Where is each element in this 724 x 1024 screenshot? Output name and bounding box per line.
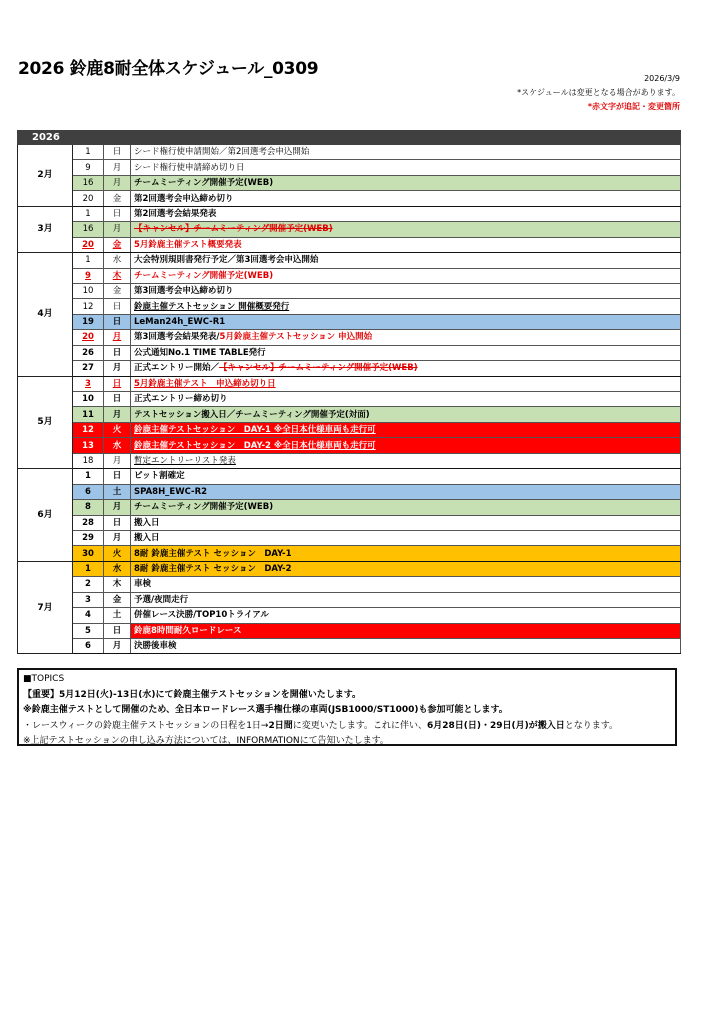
event-cell: 正式エントリー締め切り [131,392,681,407]
weekday-cell: 月 [104,160,131,175]
weekday-cell: 火 [104,546,131,561]
table-row [18,561,681,576]
day-cell: 20 [73,237,104,252]
red-text-legend: *赤文字が追記・変更箇所 [587,102,680,111]
event-link[interactable]: 鈴鹿主催テストセッション DAY-1 ※全日本仕様車両も走行可 [131,422,681,437]
day-cell: 28 [73,515,104,530]
day-cell: 20 [73,330,104,345]
topics-line-eligibility: ※鈴鹿主催テストとして開催のため、全日本ロードレース選手権仕様の車両(JSB1000/ST1000)も参加可能とします。 [23,705,508,715]
table-row [18,175,681,190]
weekday-cell: 日 [104,515,131,530]
table-row [18,160,681,175]
day-cell: 1 [73,469,104,484]
table-row [18,484,681,499]
event-cell: 車検 [131,577,681,592]
day-cell: 26 [73,345,104,360]
day-cell: 29 [73,530,104,545]
event-cell: 大会特別規則書発行予定／第3回選考会申込開始 [131,253,681,268]
topics-line-important: 【重要】5月12日(火)-13日(水)にて鈴鹿主催テストセッションを開催いたします。 [23,689,361,700]
weekday-cell: 土 [104,608,131,623]
event-cell: SPA8H_EWC-R2 [131,484,681,499]
month-label: 6月 [18,469,73,562]
event-cell: 搬入日 [131,530,681,545]
day-cell: 8 [73,500,104,515]
table-row [18,361,681,376]
weekday-cell: 日 [104,299,131,314]
table-row [18,623,681,638]
day-cell: 19 [73,314,104,329]
weekday-cell: 日 [104,392,131,407]
text-bold: 2日間 [268,720,293,731]
day-cell: 6 [73,484,104,499]
table-row [18,345,681,360]
day-cell: 27 [73,361,104,376]
weekday-cell: 月 [104,453,131,468]
day-cell: 5 [73,623,104,638]
weekday-cell: 金 [104,237,131,252]
table-row [18,376,681,391]
weekday-cell: 月 [104,500,131,515]
day-cell: 3 [73,376,104,391]
weekday-cell: 金 [104,191,131,206]
table-row [18,453,681,468]
topics-box [17,668,677,746]
table-row [18,314,681,329]
table-row [18,546,681,561]
text-bold: 6月28日(日)・29日(月)が搬入日 [427,720,565,731]
event-cell [131,330,681,345]
text: ・レースウィークの鈴鹿主催テストセッションの日程を1日→ [23,720,269,731]
event-cell: 第2回選考会申込締め切り [131,191,681,206]
weekday-cell: 月 [104,361,131,376]
weekday-cell: 月 [104,530,131,545]
table-row [18,407,681,422]
cancelled-event-text: 【キャンセル】チームミーティング開催予定(WEB) [134,224,333,235]
weekday-cell: 日 [104,376,131,391]
table-row [18,222,681,237]
month-label: 4月 [18,253,73,377]
topics-heading: ■TOPICS [23,674,65,684]
event-cell: 併催レース決勝/TOP10トライアル [131,608,681,623]
event-text: 第3回選考会結果発表/ [134,332,220,343]
day-cell: 9 [73,160,104,175]
day-cell: 1 [73,206,104,221]
event-link[interactable]: 鈴鹿主催テストセッション 開催概要発行 [131,299,681,314]
weekday-cell: 木 [104,577,131,592]
table-row [18,577,681,592]
day-cell: 4 [73,608,104,623]
weekday-cell: 日 [104,206,131,221]
table-row [18,469,681,484]
event-cell [131,361,681,376]
table-row [18,515,681,530]
day-cell: 2 [73,577,104,592]
schedule-table [17,130,681,654]
event-cell-highlight: 鈴鹿8時間耐久ロードレース [131,623,681,638]
event-cell: テストセッション搬入日／チームミーティング開催予定(対面) [131,407,681,422]
day-cell: 18 [73,453,104,468]
event-cell: ピット割確定 [131,469,681,484]
weekday-cell: 月 [104,639,131,654]
month-label: 3月 [18,206,73,252]
month-label: 7月 [18,561,73,654]
day-cell: 12 [73,422,104,437]
event-cell: 第2回選考会結果発表 [131,206,681,221]
event-cell: 8耐 鈴鹿主催テスト セッション DAY-2 [131,561,681,576]
topics-line-schedule-change [23,719,671,735]
weekday-cell: 日 [104,314,131,329]
table-row [18,268,681,283]
event-cell: 予選/夜間走行 [131,592,681,607]
event-cell [131,222,681,237]
event-cell: シード権行使申請開始／第2回選考会申込開始 [131,145,681,160]
weekday-cell: 月 [104,330,131,345]
event-cell: 公式通知No.1 TIME TABLE発行 [131,345,681,360]
table-row [18,299,681,314]
event-cell: チームミーティング開催予定(WEB) [131,268,681,283]
table-row [18,392,681,407]
event-cell: 決勝後車検 [131,639,681,654]
year-header-row [18,131,681,145]
day-cell: 30 [73,546,104,561]
event-cell: LeMan24h_EWC-R1 [131,314,681,329]
day-cell: 1 [73,253,104,268]
table-row [18,608,681,623]
weekday-cell: 金 [104,283,131,298]
table-row [18,145,681,160]
topics-line-application: ※上記テストセッションの申し込み方法については、INFORMATIONにて告知いたします。 [23,736,389,746]
added-event-text: 5月鈴鹿主催テストセッション 申込開始 [219,332,373,343]
weekday-cell: 火 [104,422,131,437]
page-title: 2026 鈴鹿8耐全体スケジュール_0309 [18,59,319,79]
text: に変更いたします。これに伴い、 [292,720,428,731]
weekday-cell: 月 [104,175,131,190]
table-row [18,283,681,298]
day-cell: 3 [73,592,104,607]
weekday-cell: 月 [104,222,131,237]
weekday-cell: 日 [104,623,131,638]
day-cell: 10 [73,283,104,298]
event-cell: 8耐 鈴鹿主催テスト セッション DAY-1 [131,546,681,561]
event-cell: 5月鈴鹿主催テスト概要発表 [131,237,681,252]
event-cell: 搬入日 [131,515,681,530]
table-row [18,592,681,607]
text: となります。 [564,720,619,731]
month-label: 2月 [18,145,73,207]
event-cell: 第3回選考会申込締め切り [131,283,681,298]
table-row [18,500,681,515]
weekday-cell: 月 [104,407,131,422]
year-label: 2026 [18,131,681,145]
weekday-cell: 日 [104,469,131,484]
weekday-cell: 金 [104,592,131,607]
event-cell: チームミーティング開催予定(WEB) [131,175,681,190]
cancelled-event-text: 【キャンセル】チームミーティング開催予定(WEB) [219,363,418,374]
event-link[interactable]: 鈴鹿主催テストセッション DAY-2 ※全日本仕様車両も走行可 [131,438,681,453]
event-cell: チームミーティング開催予定(WEB) [131,500,681,515]
weekday-cell: 水 [104,438,131,453]
table-row [18,422,681,437]
day-cell: 11 [73,407,104,422]
day-cell: 20 [73,191,104,206]
month-label: 5月 [18,376,73,469]
table-row [18,237,681,252]
day-cell: 10 [73,392,104,407]
weekday-cell: 水 [104,561,131,576]
day-cell: 12 [73,299,104,314]
day-cell: 16 [73,222,104,237]
weekday-cell: 土 [104,484,131,499]
table-row [18,191,681,206]
event-cell: シード権行使申請締め切り日 [131,160,681,175]
table-row [18,530,681,545]
event-text: 正式エントリー開始／ [134,363,220,374]
revision-date: 2026/3/9 [644,74,680,83]
change-notice: *スケジュールは変更となる場合があります。 [517,88,680,97]
table-row [18,330,681,345]
day-cell: 1 [73,561,104,576]
table-row [18,253,681,268]
table-row [18,206,681,221]
weekday-cell: 水 [104,253,131,268]
weekday-cell: 日 [104,345,131,360]
table-row [18,438,681,453]
event-link[interactable]: 5月鈴鹿主催テスト 申込締め切り日 [131,376,681,391]
day-cell: 6 [73,639,104,654]
day-cell: 16 [73,175,104,190]
weekday-cell: 日 [104,145,131,160]
day-cell: 1 [73,145,104,160]
day-cell: 13 [73,438,104,453]
day-cell: 9 [73,268,104,283]
table-row [18,639,681,654]
weekday-cell: 木 [104,268,131,283]
event-link[interactable]: 暫定エントリーリスト発表 [131,453,681,468]
